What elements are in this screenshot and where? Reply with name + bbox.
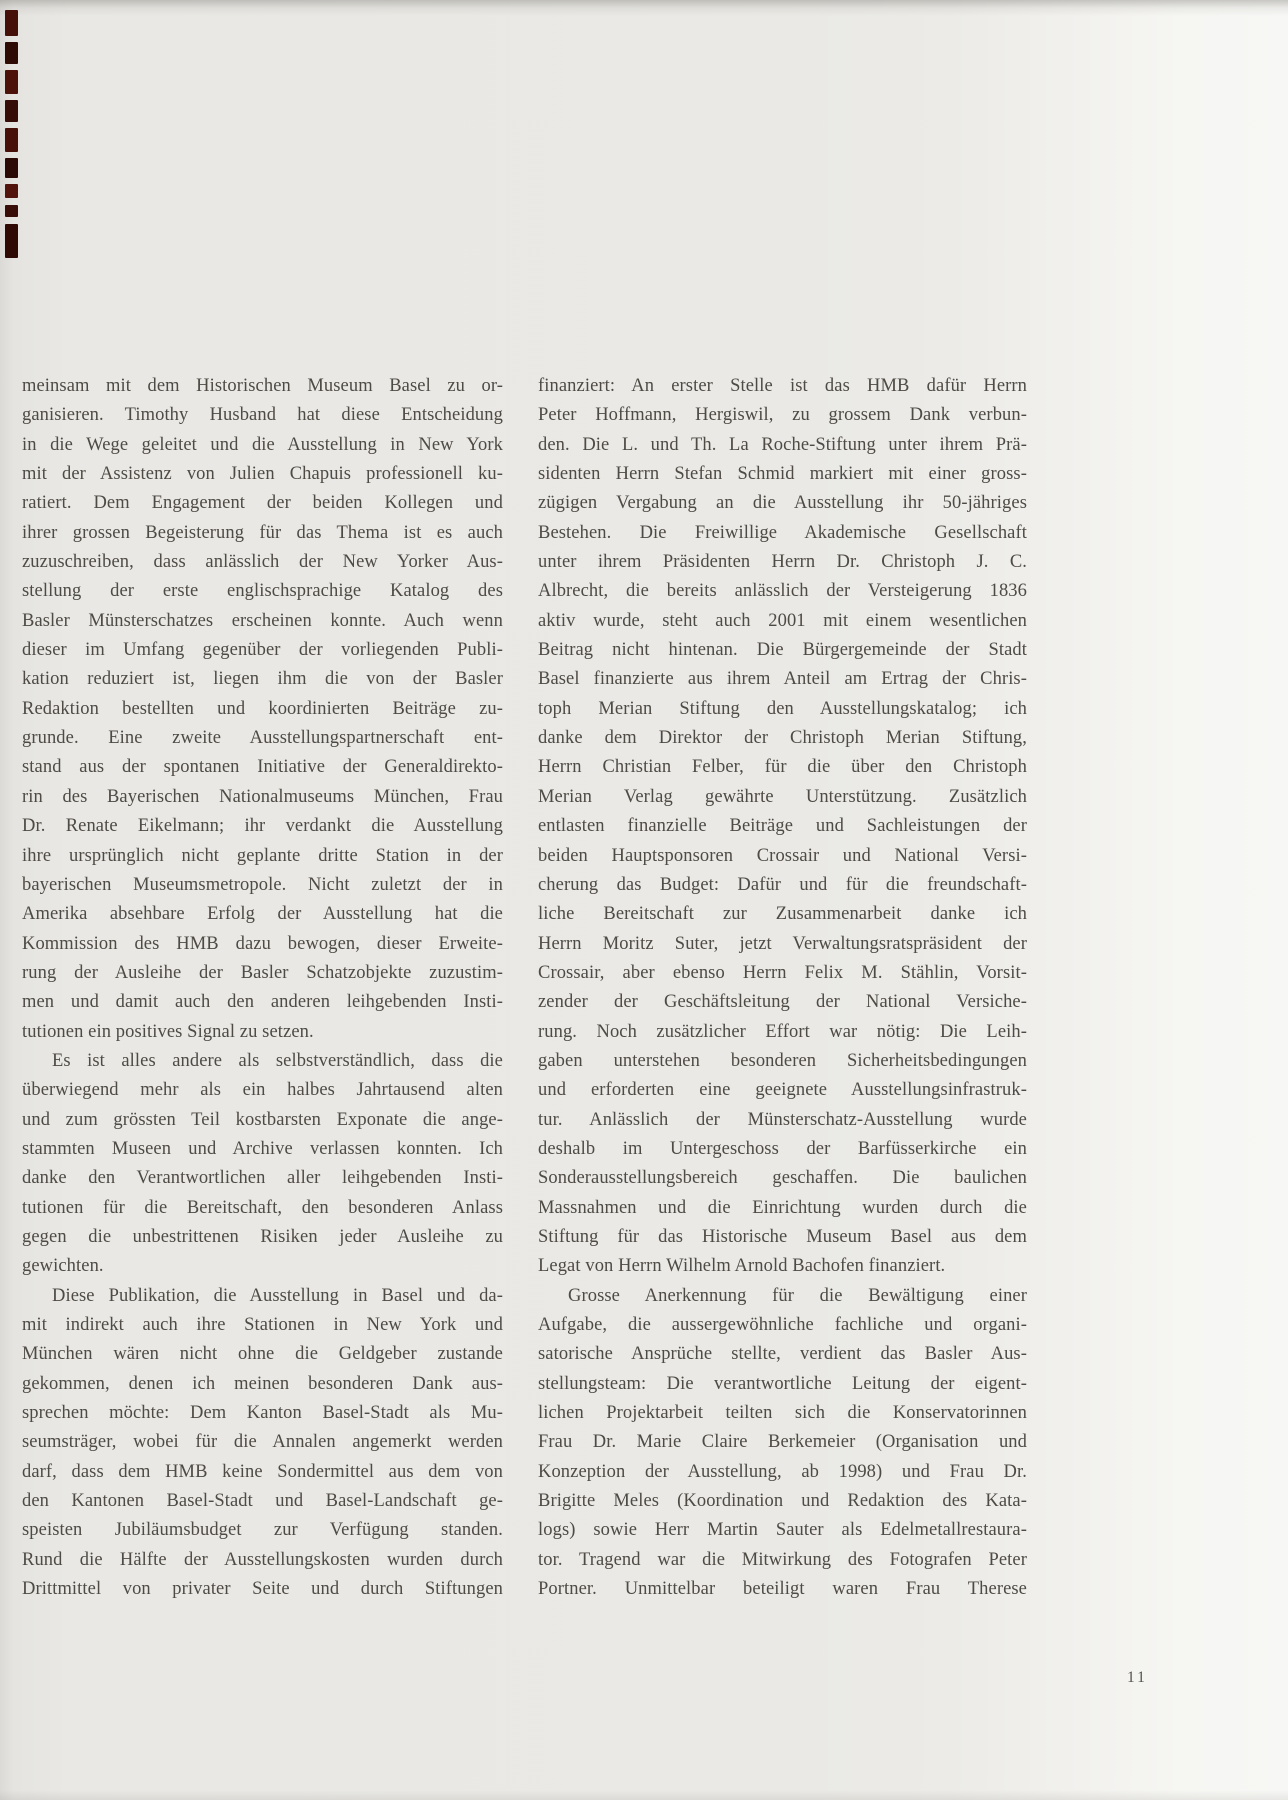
text-line: überwiegend mehr als ein halbes Jahrtausend alten	[22, 1080, 503, 1101]
text-line: danke dem Direktor der Christoph Merian Stiftung,	[538, 728, 1027, 749]
text-line: Crossair, aber ebenso Herrn Felix M. Stählin, Vorsit-	[538, 962, 1027, 983]
text-line: Bestehen. Die Freiwillige Akademische Gesellschaft	[538, 522, 1027, 543]
scan-edge-mark	[5, 70, 18, 94]
text-line: liche Bereitschaft zur Zusammenarbeit danke ich	[538, 904, 1027, 925]
scan-edge-mark	[5, 100, 18, 122]
text-line: Albrecht, die bereits anlässlich der Versteigerung 1836	[538, 581, 1027, 602]
text-line: cherung das Budget: Dafür und für die freundschaft-	[538, 874, 1027, 895]
text-line: Drittmittel von privater Seite und durch Stiftungen	[22, 1579, 503, 1600]
text-line: ihre ursprünglich nicht geplante dritte Station in der	[22, 845, 503, 866]
scan-edge-mark	[5, 42, 18, 64]
text-line: darf, dass dem HMB keine Sondermittel aus dem von	[22, 1461, 503, 1482]
text-line: Aufgabe, die aussergewöhnliche fachliche und organi-	[538, 1315, 1027, 1335]
text-line: aktiv wurde, steht auch 2001 mit einem wesentlichen	[538, 610, 1027, 631]
text-line: Portner. Unmittelbar beteiligt waren Frau Therese	[538, 1579, 1027, 1600]
text-line: tutionen für die Bereitschaft, den besonderen Anlass	[22, 1197, 503, 1218]
text-line: danke den Verantwortlichen aller leihgebenden Insti-	[22, 1168, 503, 1189]
text-line: beiden Hauptsponsoren Crossair und National Versi-	[538, 845, 1027, 866]
text-line: stand aus der spontanen Initiative der Generaldirekto-	[22, 757, 503, 778]
text-line: rin des Bayerischen Nationalmuseums München, Frau	[22, 786, 503, 807]
text-line: tor. Tragend war die Mitwirkung des Fotografen Peter	[538, 1549, 1027, 1570]
text-line: Basel finanzierte aus ihrem Anteil am Ertrag der Chris-	[538, 669, 1027, 690]
text-line: Massnahmen und die Einrichtung wurden durch die	[538, 1197, 1027, 1218]
text-line: kation reduziert ist, liegen ihm die von der Basler	[22, 669, 503, 690]
text-line: deshalb im Untergeschoss der Barfüsserkirche ein	[538, 1138, 1027, 1159]
text-line: satorische Ansprüche stellte, verdient das Basler Aus-	[538, 1344, 1027, 1365]
text-line: unter ihrem Präsidenten Herrn Dr. Christoph J. C.	[538, 552, 1027, 573]
text-line: gegen die unbestrittenen Risiken jeder Ausleihe zu	[22, 1226, 503, 1247]
text-line: lichen Projektarbeit teilten sich die Konservatorinnen	[538, 1403, 1027, 1424]
text-line: Grosse Anerkennung für die Bewältigung einer	[568, 1285, 1027, 1306]
text-line: tur. Anlässlich der Münsterschatz-Ausstellung wurde	[538, 1109, 1027, 1130]
text-line: bayerischen Museumsmetropole. Nicht zuletzt der in	[22, 874, 503, 895]
text-line: rung. Noch zusätzlicher Effort war nötig: Die Leih-	[538, 1021, 1027, 1042]
text-line: zender der Geschäftsleitung der National Versiche-	[538, 992, 1027, 1013]
text-line: Redaktion bestellten und koordinierten Beiträge zu-	[22, 698, 503, 719]
text-line: stellung der erste englischsprachige Katalog des	[22, 581, 503, 602]
text-line: und zum grössten Teil kostbarsten Exponate die ange-	[22, 1109, 503, 1130]
text-line: grunde. Eine zweite Ausstellungspartnerschaft ent-	[22, 728, 503, 749]
text-line: zuzuschreiben, dass anlässlich der New Yorker Aus-	[22, 552, 503, 573]
scan-edge-mark	[5, 184, 18, 198]
text-line: logs) sowie Herr Martin Sauter als Edelmetallrestaura-	[538, 1520, 1027, 1541]
text-line: zügigen Vergabung an die Ausstellung ihr 50-jähriges	[538, 493, 1027, 514]
text-line: entlasten finanzielle Beiträge und Sachleistungen der	[538, 816, 1027, 837]
scan-edge-mark	[5, 158, 18, 178]
text-line: speisten Jubiläumsbudget zur Verfügung standen.	[22, 1520, 503, 1541]
text-line: Sonderausstellungsbereich geschaffen. Die baulichen	[538, 1168, 1027, 1189]
text-line: meinsam mit dem Historischen Museum Basel zu or-	[22, 376, 503, 396]
text-line: und erforderten eine geeignete Ausstellungsinfrastruk-	[538, 1080, 1027, 1101]
text-line: Beitrag nicht hintenan. Die Bürgergemeinde der Stadt	[538, 640, 1027, 661]
text-column-right	[538, 372, 1027, 1604]
text-line: stellungsteam: Die verantwortliche Leitung der eigent-	[538, 1373, 1027, 1394]
text-line: ratiert. Dem Engagement der beiden Kollegen und	[22, 493, 503, 514]
text-line: men und damit auch den anderen leihgebenden Insti-	[22, 992, 503, 1013]
scan-edge-mark	[5, 128, 18, 152]
text-line: München wären nicht ohne die Geldgeber zustande	[22, 1344, 503, 1365]
text-line: sidenten Herrn Stefan Schmid markiert mit einer gross-	[538, 464, 1027, 485]
text-line: Peter Hoffmann, Hergiswil, zu grossem Dank verbun-	[538, 405, 1027, 426]
text-line: seumsträger, wobei für die Annalen angemerkt werden	[22, 1432, 503, 1453]
text-line: Herrn Moritz Suter, jetzt Verwaltungsratspräsident der	[538, 933, 1027, 954]
text-line: Frau Dr. Marie Claire Berkemeier (Organisation und	[538, 1432, 1027, 1453]
text-line: Amerika absehbare Erfolg der Ausstellung hat die	[22, 904, 503, 925]
text-line: Konzeption der Ausstellung, ab 1998) und Frau Dr.	[538, 1461, 1027, 1482]
scan-edge-marks	[5, 0, 19, 280]
text-line: Merian Verlag gewährte Unterstützung. Zusätzlich	[538, 786, 1027, 807]
text-line: Brigitte Meles (Koordination und Redaktion des Kata-	[538, 1491, 1027, 1512]
text-column-left	[22, 372, 503, 1604]
text-line: Stiftung für das Historische Museum Basel aus dem	[538, 1226, 1027, 1247]
text-line: toph Merian Stiftung den Ausstellungskatalog; ich	[538, 698, 1027, 719]
text-line: Rund die Hälfte der Ausstellungskosten wurden durch	[22, 1549, 503, 1570]
text-line: Kommission des HMB dazu bewogen, dieser Erweite-	[22, 933, 503, 954]
text-line: sprechen möchte: Dem Kanton Basel-Stadt als Mu-	[22, 1403, 503, 1424]
text-line: stammten Museen und Archive verlassen konnten. Ich	[22, 1138, 503, 1159]
text-line: Es ist alles andere als selbstverständlich, dass die	[52, 1050, 503, 1071]
text-line: tutionen ein positives Signal zu setzen.	[22, 1021, 314, 1042]
text-line: den Kantonen Basel-Stadt und Basel-Landschaft ge-	[22, 1491, 503, 1512]
text-line: gewichten.	[22, 1256, 104, 1277]
scan-edge-mark	[5, 224, 18, 258]
text-line: Legat von Herrn Wilhelm Arnold Bachofen finanziert.	[538, 1256, 946, 1277]
text-line: Diese Publikation, die Ausstellung in Basel und da-	[52, 1285, 503, 1306]
text-line: rung der Ausleihe der Basler Schatzobjekte zuzustim-	[22, 962, 503, 983]
text-line: mit indirekt auch ihre Stationen in New York und	[22, 1315, 503, 1335]
text-line: gaben unterstehen besonderen Sicherheitsbedingungen	[538, 1050, 1027, 1071]
text-line: in die Wege geleitet und die Ausstellung in New York	[22, 434, 503, 455]
scan-edge-mark	[5, 205, 18, 217]
text-line: den. Die L. und Th. La Roche-Stiftung unter ihrem Prä-	[538, 434, 1027, 455]
text-line: Basler Münsterschatzes erscheinen konnte. Auch wenn	[22, 610, 503, 631]
text-line: finanziert: An erster Stelle ist das HMB dafür Herrn	[538, 376, 1027, 396]
text-line: mit der Assistenz von Julien Chapuis professionell ku-	[22, 464, 503, 485]
page-number: 11	[1127, 1669, 1148, 1686]
text-line: dieser im Umfang gegenüber der vorliegenden Publi-	[22, 640, 503, 661]
text-line: ganisieren. Timothy Husband hat diese Entscheidung	[22, 405, 503, 426]
scan-edge-mark	[5, 10, 18, 36]
text-line: ihrer grossen Begeisterung für das Thema ist es auch	[22, 522, 503, 543]
text-line: Herrn Christian Felber, für die über den Christoph	[538, 757, 1027, 778]
text-line: Dr. Renate Eikelmann; ihr verdankt die Ausstellung	[22, 816, 503, 837]
text-line: gekommen, denen ich meinen besonderen Dank aus-	[22, 1373, 503, 1394]
